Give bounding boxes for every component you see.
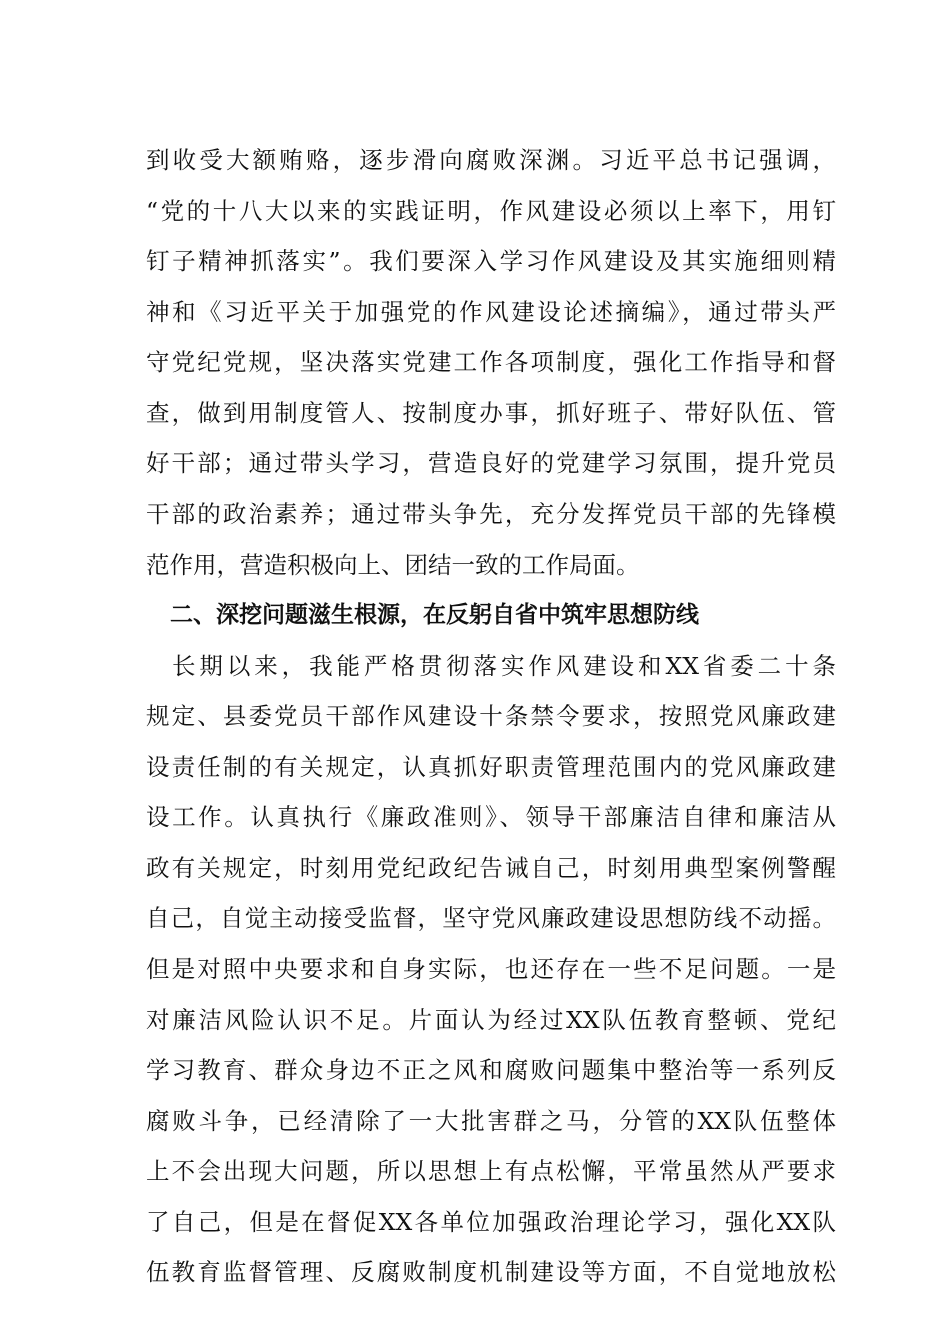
paragraph-line: 了自己，但是在督促XX各单位加强政治理论学习，强化XX队 [146, 1208, 836, 1236]
paragraph-line: 伍教育监督管理、反腐败制度机制建设等方面，不自觉地放松 [146, 1258, 836, 1286]
paragraph-line: 但是对照中央要求和自身实际，也还存在一些不足问题。一是 [146, 955, 836, 983]
paragraph-line: 规定、县委党员干部作风建设十条禁令要求，按照党风廉政建 [146, 702, 836, 730]
paragraph-line: 学习教育、群众身边不正之风和腐败问题集中整治等一系列反 [146, 1056, 836, 1084]
paragraph-line: 干部的政治素养；通过带头争先，充分发挥党员干部的先锋模 [146, 500, 836, 528]
paragraph-line: 范作用，营造积极向上、团结一致的工作局面。 [146, 551, 640, 579]
paragraph-line: 政有关规定，时刻用党纪政纪告诫自己，时刻用典型案例警醒 [146, 854, 836, 882]
paragraph-line: 查，做到用制度管人、按制度办事，抓好班子、带好队伍、管 [146, 399, 836, 427]
paragraph-line: 守党纪党规，坚决落实党建工作各项制度，强化工作指导和督 [146, 348, 836, 376]
paragraph-line: “党的十八大以来的实践证明，作风建设必须以上率下，用钉 [146, 197, 836, 225]
paragraph-line: 上不会出现大问题，所以思想上有点松懈，平常虽然从严要求 [146, 1157, 836, 1185]
paragraph-line: 好干部；通过带头学习，营造良好的党建学习氛围，提升党员 [146, 449, 836, 477]
paragraph-line: 长期以来，我能严格贯彻落实作风建设和XX省委二十条 [172, 652, 836, 680]
paragraph-line: 钉子精神抓落实”。我们要深入学习作风建设及其实施细则精 [146, 247, 836, 275]
paragraph-line: 神和《习近平关于加强党的作风建设论述摘编》，通过带头严 [146, 298, 836, 326]
paragraph-line: 设责任制的有关规定，认真抓好职责管理范围内的党风廉政建 [146, 753, 836, 781]
paragraph-line: 对廉洁风险认识不足。片面认为经过XX队伍教育整顿、党纪 [146, 1006, 836, 1034]
paragraph-line: 腐败斗争，已经清除了一大批害群之马，分管的XX队伍整体 [146, 1107, 836, 1135]
paragraph-line: 自己，自觉主动接受监督，坚守党风廉政建设思想防线不动摇。 [146, 904, 836, 932]
section-heading: 二、深挖问题滋生根源，在反躬自省中筑牢思想防线 [170, 602, 699, 628]
paragraph-line: 设工作。认真执行《廉政准则》、领导干部廉洁自律和廉洁从 [146, 803, 836, 831]
paragraph-line: 到收受大额贿赂，逐步滑向腐败深渊。习近平总书记强调， [146, 146, 836, 174]
